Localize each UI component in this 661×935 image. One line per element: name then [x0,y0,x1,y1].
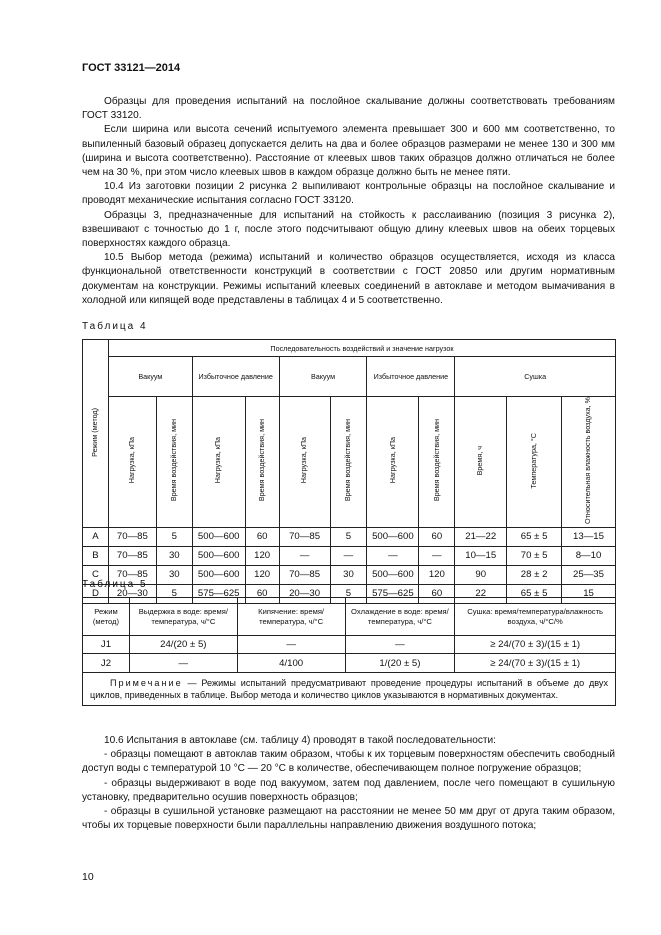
table-cell: 500—600 [367,527,419,546]
table-cell: 70—85 [108,546,156,565]
t5-header-dry: Сушка: время/температура/влажность воздуха, ч/°С/% [455,598,616,636]
table-row [83,565,616,584]
text-block-top [82,95,615,308]
table-cell: 25—35 [562,565,616,584]
table-cell: — [419,546,455,565]
table-cell: 575—625 [367,584,419,603]
table-cell: 65 ± 5 [507,527,562,546]
subheader-load: Нагрузка, кПа [108,397,156,528]
paragraph: 10.4 Из заготовки позиции 2 рисунка 2 выпиливают контрольные образцы на послойное скалывание и проводят механические испытания согласно ГОСТ 33120. [82,181,615,207]
table-cell: 70—85 [279,565,330,584]
col-mode-header: Режим (метод) [83,340,109,528]
table-cell: 21—22 [455,527,507,546]
subheader-load: Нагрузка, кПа [367,397,419,528]
t5-header-mode: Режим (метод) [83,598,130,636]
table-cell: 10—15 [455,546,507,565]
paragraph: Образцы для проведения испытаний на послойное скалывание должны соответствовать требованиям ГОСТ 33120. [82,96,615,122]
table-cell: D [83,584,109,603]
table-cell: 65 ± 5 [507,584,562,603]
paragraph: Образцы 3, предназначенные для испытаний на стойкость к расслаиванию (позиция 3 рисунка 2), взвешивают с точностью до 1 г, после этого подсчитывают общую длину клеевых швов на обеих торцевых поверхностях каждого образца. [82,209,615,250]
table-cell: 500—600 [192,546,245,565]
table4-label: Таблица 4 [82,321,148,332]
table-cell: B [83,546,109,565]
subheader-time: Время воздействия, мин [419,397,455,528]
paragraph: Если ширина или высота сечений испытуемого элемента превышает 300 и 600 мм соответственно, то выпиленный базовый образец допускается делить на два и более образцов размерами не менее 130 и 300 мм (ширина и высота соответственно). Расстояние от клеевых швов таких образцов должно отличаться не более чем на 30 %, при этом число клеевых швов в каждом образце должно быть не менее пяти. [82,124,615,179]
document-header: ГОСТ 33121—2014 [82,62,181,74]
table-cell: 120 [245,546,279,565]
table-5 [82,597,616,706]
table-4 [82,339,616,604]
table-cell: 60 [245,527,279,546]
phase-header: Избыточное давление [192,357,279,397]
table-row [83,654,616,673]
table-cell: — [279,546,330,565]
table-cell: 70—85 [108,565,156,584]
table-cell: 15 [562,584,616,603]
table-cell: 30 [156,546,192,565]
table-cell: 4/100 [237,654,345,673]
page-number: 10 [82,871,94,883]
paragraph: 10.5 Выбор метода (режима) испытаний и количество образцов осуществляется, исходя из класса функциональной ответственности конструкций в соответствии с ГОСТ 20850 или другим нормативным документам на конструкции. Режимы испытаний клеевых соединений в автоклаве и методом вымачивания в холодной или кипящей воде представлены в таблицах 4 и 5 соответственно. [82,252,615,306]
table-cell: 120 [245,565,279,584]
text-block-bottom [82,734,615,833]
table-cell: 500—600 [367,565,419,584]
table-cell: 8—10 [562,546,616,565]
subheader-time: Время воздействия, мин [156,397,192,528]
phase-header: Сушка [455,357,616,397]
table-row [83,636,616,654]
table-cell: 28 ± 2 [507,565,562,584]
table-cell: 60 [419,527,455,546]
table-cell: 5 [330,527,367,546]
table-cell: 22 [455,584,507,603]
table-cell: — [330,546,367,565]
table-cell: 5 [156,584,192,603]
phase-header: Вакуум [279,357,367,397]
note-text: — Режимы испытаний предусматривают проведение процедуры испытаний в объеме до двух циклов, приведенных в таблице. Выбор метода и количество циклов указываются в нормативных документах. [90,678,608,700]
table-cell: 1/(20 ± 5) [345,654,455,673]
t5-header-boil: Кипячение: время/температура, ч/°С [237,598,345,636]
table-cell: 70 ± 5 [507,546,562,565]
table-cell: J2 [83,654,130,673]
table-cell: 70—85 [108,527,156,546]
subheader-load: Нагрузка, кПа [192,397,245,528]
table-cell: 120 [419,565,455,584]
table-cell: 60 [245,584,279,603]
table-cell: C [83,565,109,584]
table-cell: 90 [455,565,507,584]
table-cell: 30 [330,565,367,584]
subheader-temperature: Температура, °С [507,397,562,528]
table-cell: 5 [156,527,192,546]
table-cell: 5 [330,584,367,603]
list-item: - образцы в сушильной установке размещают на расстоянии не менее 50 мм друг от друга таким образом, чтобы их торцевые поверхности были параллельны направлению движения воздушного потока; [82,806,615,832]
subheader-time: Время воздействия, мин [330,397,367,528]
phase-header: Вакуум [108,357,192,397]
table-cell: J1 [83,636,130,654]
table5-label: Таблица 5 [82,579,148,590]
t5-header-cool: Охлаждение в воде: время/температура, ч/°С [345,598,455,636]
table-cell: 13—15 [562,527,616,546]
phase-header: Избыточное давление [367,357,455,397]
table-cell: 575—625 [192,584,245,603]
table-cell: — [367,546,419,565]
table5-note [83,673,616,706]
table-cell: 24/(20 ± 5) [129,636,237,654]
table-row [83,546,616,565]
list-item: - образцы выдерживают в воде под вакуумом, затем под давлением, после чего помещают в сушильную установку, предварительно осушив поверхность образцов; [82,777,615,803]
subheader-humidity: Относительная влажность воздуха, % [562,397,616,528]
table-cell: — [129,654,237,673]
table-cell: 70—85 [279,527,330,546]
table-cell: 20—30 [108,584,156,603]
table-row [83,527,616,546]
table-cell: 500—600 [192,565,245,584]
list-item: - образцы помещают в автоклав таким образом, чтобы к их торцевым поверхностям обеспечить свободный доступ воды с температурой 10 °С — 20 °С в количестве, обеспечивающем полное погружение образцов; [82,749,615,775]
paragraph: 10.6 Испытания в автоклаве (см. таблицу 4) проводят в такой последовательности: [104,735,496,746]
t5-header-soak: Выдержка в воде: время/температура, ч/°С [129,598,237,636]
table-cell: 30 [156,565,192,584]
table-cell: 500—600 [192,527,245,546]
table-cell: — [237,636,345,654]
group-title: Последовательность воздействий и значение нагрузок [108,340,615,357]
table-cell: 60 [419,584,455,603]
table-cell: ≥ 24/(70 ± 3)/(15 ± 1) [455,654,616,673]
table-cell: ≥ 24/(70 ± 3)/(15 ± 1) [455,636,616,654]
subheader-dry-time: Время, ч [455,397,507,528]
table-cell: — [345,636,455,654]
note-title: Примечание [110,678,183,688]
subheader-time: Время воздействия, мин [245,397,279,528]
table-cell: 20—30 [279,584,330,603]
table-cell: A [83,527,109,546]
subheader-load: Нагрузка, кПа [279,397,330,528]
